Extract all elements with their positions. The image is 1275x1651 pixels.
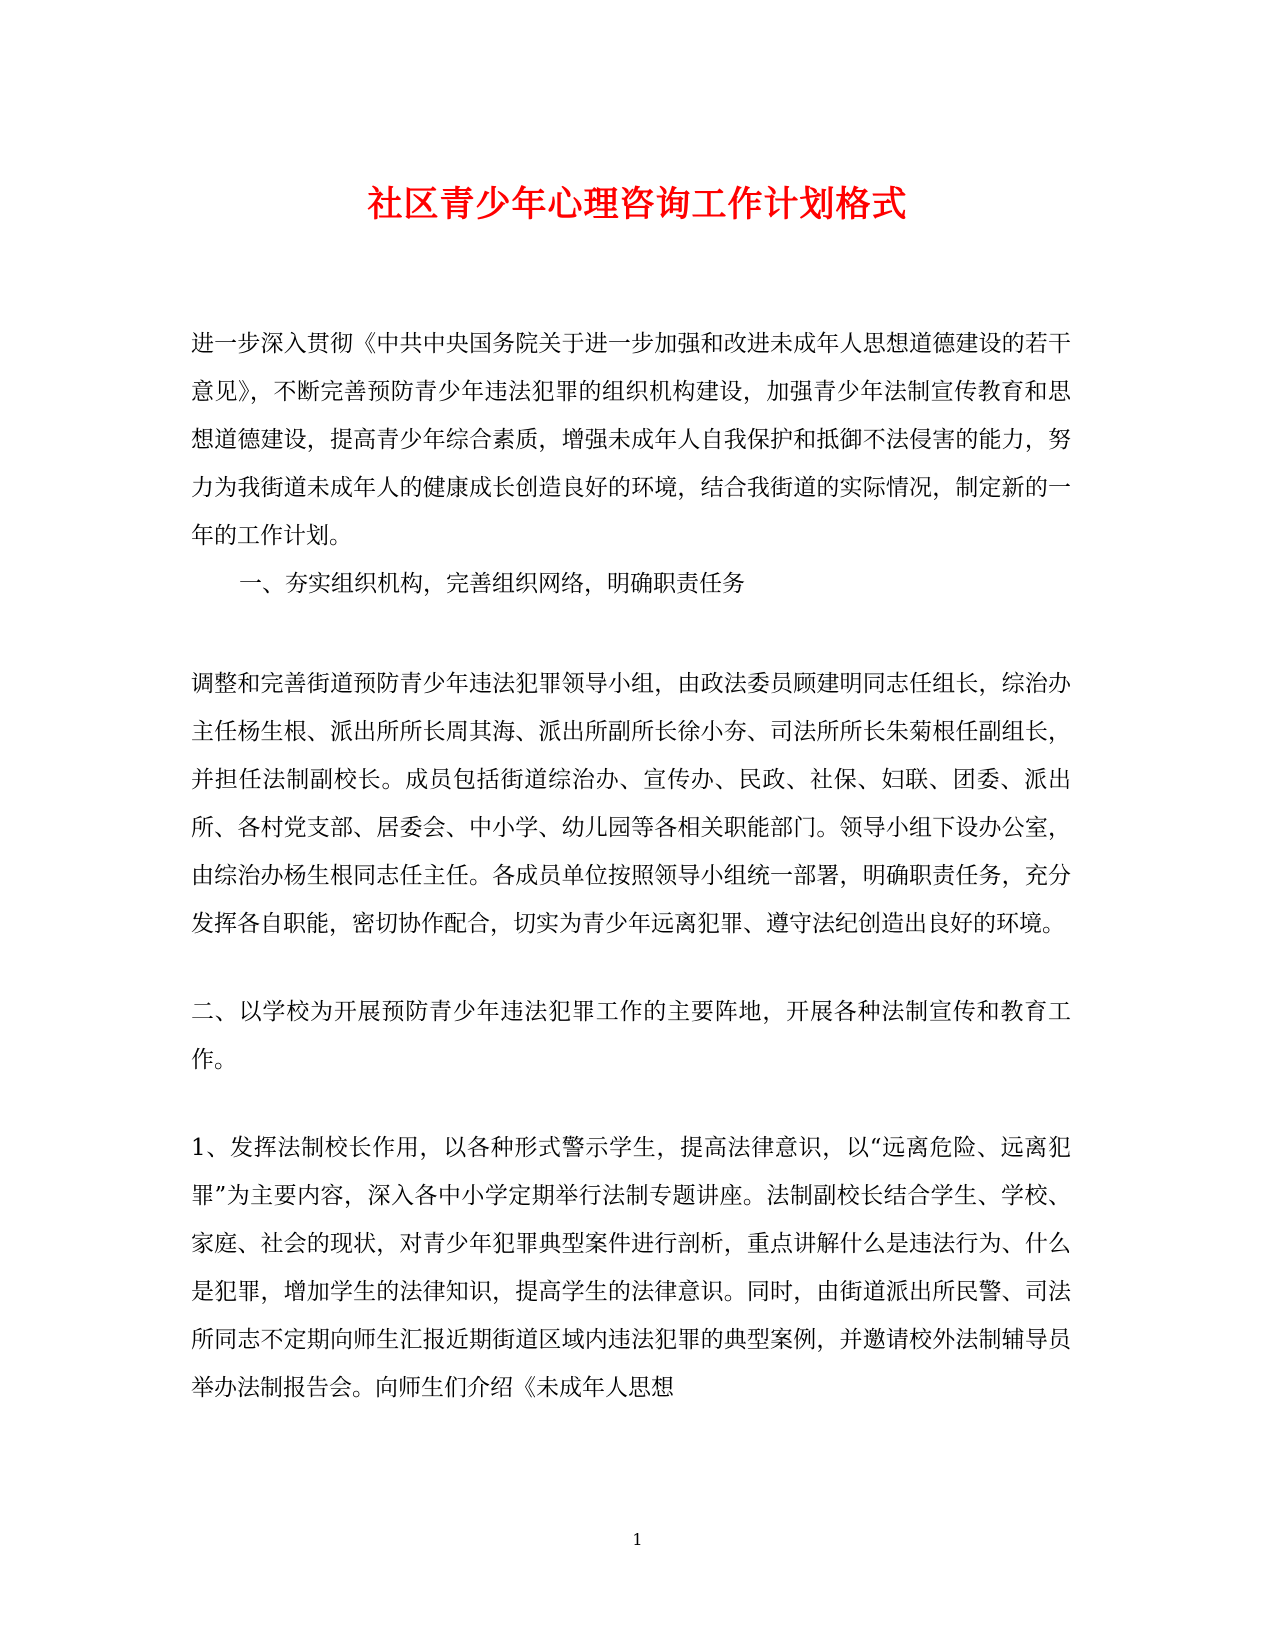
document-title: 社区青少年心理咨询工作计划格式 (367, 184, 908, 226)
page-number: 1 (632, 1530, 643, 1549)
section-1-paragraph: 调整和完善街道预防青少年违法犯罪领导小组，由政法委员顾建明同志任组长，综治办主任杨生根、派出所所长周其海、派出所副所长徐小夯、司法所所长朱菊根任副组长，并担任法制副校长。成员包括街道综治办、宣传办、民政、社保、妇联、团委、派出所、各村党支部、居委会、中小学、幼儿园等各相关职能部门。领导小组下设办公室，由综治办杨生根同志任主任。各成员单位按照领导小组统一部署，明确职责任务，充分发挥各自职能，密切协作配合，切实为青少年远离犯罪、遵守法纪创造出良好的环境。 (191, 671, 1071, 937)
paragraph-spacer (191, 948, 1071, 988)
paragraph-spacer (191, 608, 1071, 660)
document-body (191, 320, 1071, 1412)
intro-paragraph: 进一步深入贯彻《中共中央国务院关于进一步加强和改进未成年人思想道德建设的若干意见》，不断完善预防青少年违法犯罪的组织机构建设，加强青少年法制宣传教育和思想道德建设，提高青少年综合素质，增强未成年人自我保护和抵御不法侵害的能力，努力为我街道未成年人的健康成长创造良好的环境，结合我街道的实际情况，制定新的一年的工作计划。 (191, 331, 1071, 549)
paragraph-spacer (191, 1084, 1071, 1124)
section-2-item-1-paragraph: 1、发挥法制校长作用，以各种形式警示学生，提高法律意识，以“远离危险、远离犯罪”为主要内容，深入各中小学定期举行法制专题讲座。法制副校长结合学生、学校、家庭、社会的现状，对青少年犯罪典型案件进行剖析，重点讲解什么是违法行为、什么是犯罪，增加学生的法律知识，提高学生的法律意识。同时，由街道派出所民警、司法所同志不定期向师生汇报近期街道区域内违法犯罪的典型案例，并邀请校外法制辅导员举办法制报告会。向师生们介绍《未成年人思想 (191, 1135, 1071, 1401)
section-heading-2: 二、以学校为开展预防青少年违法犯罪工作的主要阵地，开展各种法制宣传和教育工作。 (191, 999, 1071, 1073)
section-heading-1: 一、夯实组织机构，完善组织网络，明确职责任务 (239, 571, 745, 597)
